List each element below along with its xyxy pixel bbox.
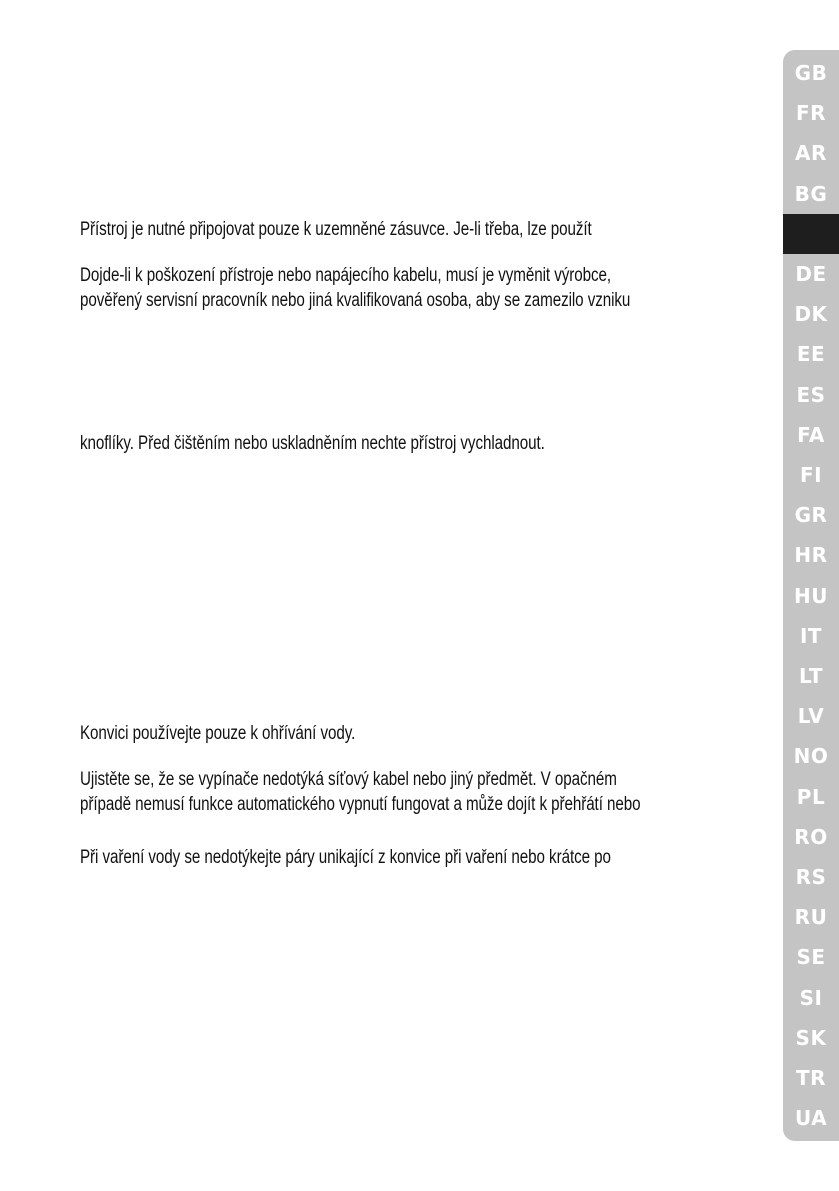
language-tab-dk[interactable]: DK — [794, 302, 828, 327]
language-tab-gr[interactable]: GR — [794, 503, 828, 528]
language-tab-ru[interactable]: RU — [794, 905, 828, 930]
text-line: pověřený servisní pracovník nebo jiná kvalifikovaná osoba, aby se zamezilo vzniku — [80, 290, 631, 311]
text-line: případě nemusí funkce automatického vypnutí fungovat a může dojít k přehřátí nebo — [80, 794, 641, 815]
language-tab-si[interactable]: SI — [799, 985, 823, 1010]
language-tab-sk[interactable]: SK — [795, 1025, 827, 1050]
paragraph-switch-cable — [80, 767, 760, 817]
paragraph-grounding — [80, 217, 760, 242]
language-tab-gb[interactable]: GB — [794, 61, 828, 85]
paragraph-damaged-cable — [80, 263, 760, 313]
text-line: Konvici používejte pouze k ohřívání vody. — [80, 723, 356, 744]
text-line: Při vaření vody se nedotýkejte páry unikající z konvice při vaření nebo krátce po — [80, 847, 611, 868]
language-tab-se[interactable]: SE — [796, 945, 826, 970]
language-tab-fr[interactable]: FR — [795, 101, 827, 126]
language-tab-pl[interactable]: PL — [796, 784, 826, 809]
paragraph-water-only — [80, 721, 760, 746]
language-tab-rs[interactable]: RS — [795, 865, 827, 889]
language-tab-lt[interactable]: LT — [798, 664, 824, 688]
language-tabs — [783, 50, 839, 1141]
language-tab-fa[interactable]: FA — [797, 422, 825, 447]
language-tab-active[interactable] — [783, 214, 839, 254]
paragraph-cooling — [80, 431, 760, 456]
paragraph-steam — [80, 845, 760, 870]
language-tab-ro[interactable]: RO — [794, 824, 828, 849]
language-tab-es[interactable]: ES — [796, 382, 826, 407]
text-line: Přístroj je nutné připojovat pouze k uzemněné zásuvce. Je-li třeba, lze použít — [80, 219, 592, 240]
language-tab-ua[interactable]: UA — [794, 1106, 828, 1131]
language-tab-hr[interactable]: HR — [794, 543, 828, 568]
text-line: Dojde-li k poškození přístroje nebo napájecího kabelu, musí je vyměnit výrobce, — [80, 265, 612, 286]
language-tab-fi[interactable]: FI — [799, 463, 823, 487]
language-tab-tr[interactable]: TR — [795, 1066, 827, 1090]
language-tab-hu[interactable]: HU — [794, 583, 828, 608]
text-line: knoflíky. Před čištěním nebo uskladněním nechte přístroj vychladnout. — [80, 433, 545, 454]
language-tab-no[interactable]: NO — [793, 744, 829, 769]
language-tab-ee[interactable]: EE — [796, 342, 826, 367]
language-tab-de[interactable]: DE — [795, 262, 827, 286]
language-tab-lv[interactable]: LV — [797, 704, 825, 729]
language-tab-it[interactable]: IT — [799, 623, 823, 648]
language-tab-ar[interactable]: AR — [795, 141, 827, 166]
language-tab-bg[interactable]: BG — [794, 181, 828, 206]
text-line: Ujistěte se, že se vypínače nedotýká síťový kabel nebo jiný předmět. V opačném — [80, 769, 617, 790]
